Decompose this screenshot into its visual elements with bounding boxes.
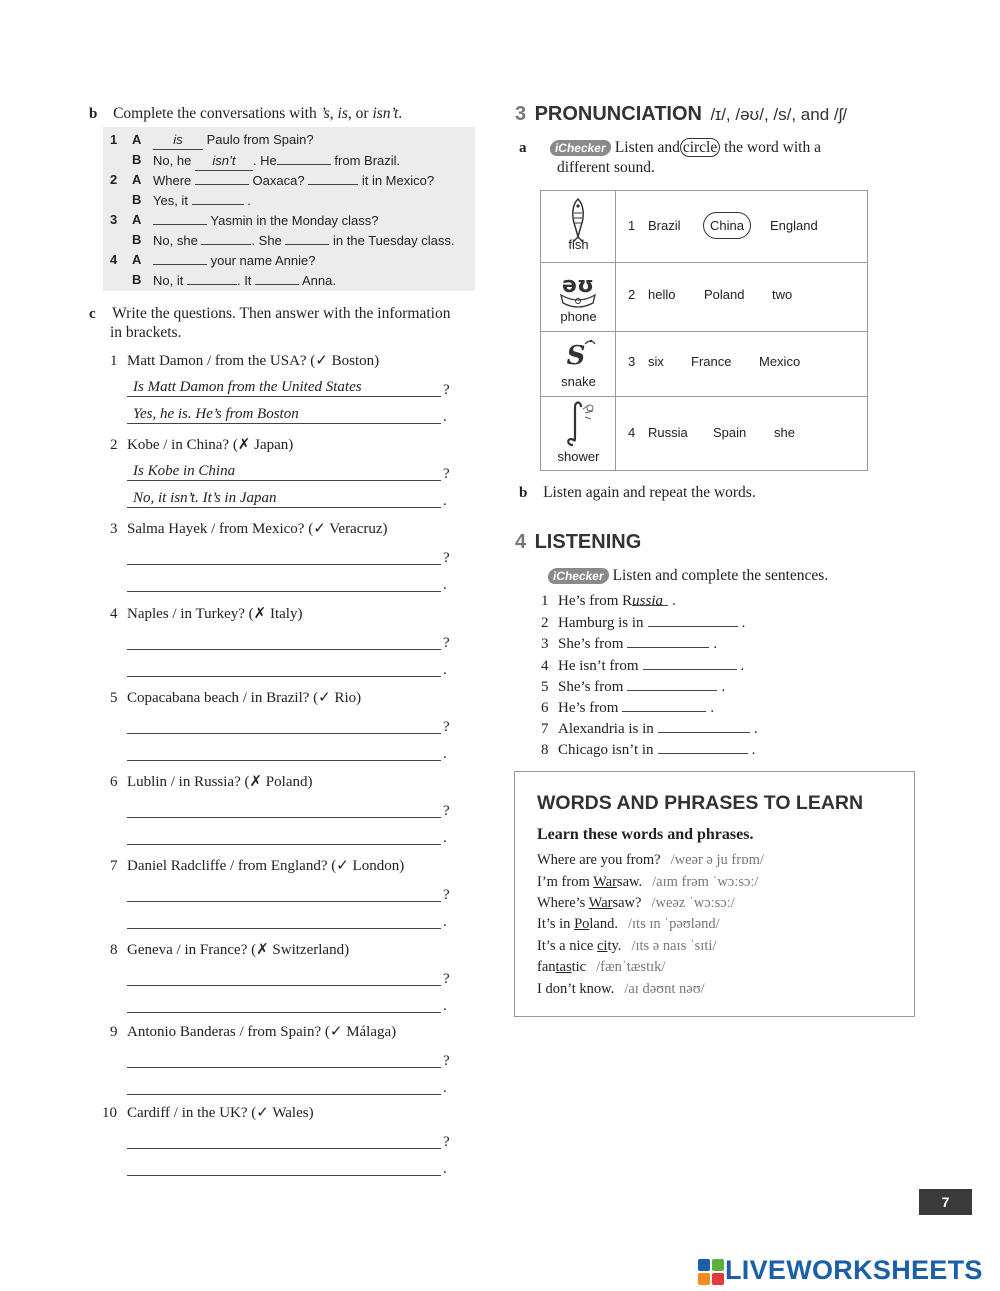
- phonetic: /ɪts ɪn ˈpəʊlənd/: [627, 916, 720, 932]
- line-text: it in Mexico?: [361, 173, 435, 188]
- separator: ,: [329, 105, 338, 122]
- listening-item: [541, 677, 725, 696]
- question-text: Daniel Radcliffe / from England? (✓ London): [127, 858, 405, 874]
- short-answer-line[interactable]: [127, 828, 441, 845]
- picture-cell: [541, 191, 616, 262]
- punctuation-mark: ?: [443, 1053, 450, 1069]
- answer-blank[interactable]: [648, 613, 738, 627]
- phone-icon: [541, 265, 616, 311]
- item-text: Alexandria is in: [558, 721, 654, 738]
- picture-label: shower: [557, 449, 600, 464]
- question-number: 10: [102, 1105, 117, 1121]
- question-prompt: [110, 689, 361, 707]
- phonetic: /aɪm frəm ˈwɔːsɔː/: [652, 874, 759, 890]
- question-answer-line[interactable]: [127, 885, 441, 902]
- snake-icon: [541, 334, 616, 376]
- instruction-text: Listen again and repeat the words.: [543, 484, 756, 501]
- punctuation-mark: .: [753, 721, 758, 738]
- circled-word: circle: [680, 138, 720, 157]
- answer-blank[interactable]: [658, 740, 748, 754]
- picture-cell: [541, 332, 616, 396]
- ichecker-badge[interactable]: iChecker: [547, 568, 610, 584]
- word-option[interactable]: hello: [648, 287, 676, 302]
- answer-blank[interactable]: [153, 251, 207, 265]
- answer-blank[interactable]: [627, 677, 717, 691]
- word-option[interactable]: Poland: [704, 287, 745, 302]
- question-text: Lublin / in Russia? (✗ Poland): [127, 774, 313, 790]
- word-option[interactable]: Brazil: [648, 218, 681, 233]
- phrase: It’s a nice: [537, 938, 597, 954]
- punctuation-mark: .: [443, 914, 447, 930]
- punctuation-mark: .: [443, 998, 447, 1014]
- line-text: No, she: [153, 233, 198, 248]
- answer-blank[interactable]: [277, 151, 331, 165]
- question-prompt: [110, 605, 302, 623]
- question-number: 9: [110, 1024, 118, 1040]
- speaker: B: [132, 152, 142, 167]
- speaker: A: [132, 252, 142, 267]
- line-text: Anna.: [301, 273, 336, 288]
- pronunciation-row: [541, 191, 867, 263]
- phrase: tic: [571, 959, 587, 975]
- picture-label: fish: [568, 237, 589, 252]
- line-text: Paulo from Spain?: [206, 132, 314, 147]
- phrase-line: [537, 981, 705, 998]
- answer-blank[interactable]: [153, 211, 207, 225]
- question-number: 1: [110, 353, 118, 369]
- word-option[interactable]: she: [774, 425, 795, 440]
- short-answer-line[interactable]: [127, 912, 441, 929]
- answer-blank[interactable]: [255, 271, 299, 285]
- stress-syllable: ci: [597, 938, 608, 954]
- phrase: ty.: [607, 938, 622, 954]
- short-answer-line[interactable]: [127, 996, 441, 1013]
- row-number: 4: [628, 425, 636, 440]
- item-text: He’s from: [558, 700, 619, 716]
- item-number: 3: [541, 636, 549, 653]
- instruction-text: different sound.: [557, 159, 655, 176]
- conversation-number: 2: [110, 172, 118, 187]
- question-answer-line[interactable]: [127, 1051, 441, 1068]
- short-answer-line[interactable]: [127, 1078, 441, 1095]
- listening-heading: [515, 531, 641, 554]
- pronunciation-row: [541, 397, 867, 470]
- page-number: 7: [919, 1189, 972, 1215]
- section-number: 4: [515, 531, 527, 553]
- question-text: Naples / in Turkey? (✗ Italy): [127, 606, 303, 622]
- section-title: LISTENING: [534, 531, 642, 553]
- phrase: It’s in: [537, 916, 575, 932]
- punctuation-mark: .: [741, 615, 746, 632]
- phonetic: /weəz ˈwɔːsɔː/: [651, 895, 735, 911]
- stress-syllable: War: [588, 895, 613, 911]
- pronunciation-row: [541, 263, 867, 332]
- ichecker-badge[interactable]: iChecker: [549, 140, 612, 156]
- question-number: 2: [110, 437, 118, 453]
- punctuation-mark: .: [443, 1161, 447, 1177]
- section-c-instruction: [89, 304, 450, 324]
- phrase: saw.: [616, 874, 643, 890]
- item-number: 8: [541, 742, 549, 759]
- phonetic: /ɪts ə naɪs ˈsɪti/: [631, 938, 717, 954]
- punctuation-mark: .: [443, 493, 447, 509]
- punctuation-mark: .: [443, 409, 447, 425]
- item-text: He isn’t from: [558, 657, 639, 674]
- speaker: B: [132, 192, 142, 207]
- question-prompt: [110, 773, 312, 791]
- item-number: 4: [541, 657, 549, 674]
- line-text: your name Annie?: [210, 253, 316, 268]
- item-number: 1: [541, 593, 549, 609]
- conversation-number: 4: [110, 252, 118, 267]
- answer-blank[interactable]: [622, 698, 706, 712]
- phrase-line: [537, 916, 720, 933]
- punctuation-mark: .: [672, 593, 676, 609]
- listening-item: [541, 592, 676, 610]
- box-title: WORDS AND PHRASES TO LEARN: [537, 792, 864, 814]
- question-prompt: [110, 352, 379, 370]
- picture-label: snake: [561, 374, 596, 389]
- pronunciation-a-instruction: [519, 138, 821, 158]
- punctuation-mark: .: [443, 830, 447, 846]
- phrase-line: [537, 852, 764, 869]
- question-answer-line[interactable]: Is Matt Damon from the United States: [127, 380, 441, 397]
- answer-blank[interactable]: [658, 719, 750, 733]
- punctuation-mark: .: [443, 577, 447, 593]
- words-phrases-box: [514, 771, 915, 1017]
- line-text: Where: [153, 173, 192, 188]
- answer-blank[interactable]: isn’t: [195, 152, 253, 171]
- stress-syllable: tas: [555, 959, 572, 975]
- word-option[interactable]: Russia: [648, 425, 688, 440]
- punctuation-mark: .: [713, 636, 718, 653]
- section-c-instruction-line2: [110, 323, 181, 343]
- phrase: Where’s: [537, 895, 589, 911]
- instruction-text: Listen and: [614, 139, 680, 156]
- section-number: 3: [515, 103, 527, 125]
- short-answer-line[interactable]: No, it isn’t. It’s in Japan: [127, 491, 441, 508]
- word-option[interactable]: Mexico: [759, 354, 801, 369]
- question-text: Matt Damon / from the USA? (✓ Boston): [127, 353, 380, 369]
- question-number: 5: [110, 690, 118, 706]
- line-text: Yes, it: [153, 193, 188, 208]
- question-text: Geneva / in France? (✗ Switzerland): [127, 942, 350, 958]
- phonetic: /fænˈtæstɪk/: [596, 959, 666, 975]
- question-answer-line[interactable]: [127, 969, 441, 986]
- separator: .: [398, 105, 403, 122]
- answer-blank[interactable]: [627, 634, 709, 648]
- answer-blank[interactable]: [201, 231, 251, 245]
- separator: , or: [347, 105, 373, 122]
- item-text: He’s from R: [558, 593, 633, 609]
- instruction-text: Complete the conversations with: [113, 105, 321, 122]
- item-number: 2: [541, 615, 549, 632]
- question-number: 7: [110, 858, 118, 874]
- instruction-text: Write the questions. Then answer with the information: [112, 305, 451, 322]
- punctuation-mark: ?: [443, 719, 450, 735]
- short-answer-line[interactable]: [127, 660, 441, 677]
- section-b-instruction: [89, 104, 402, 124]
- listening-item: [541, 634, 717, 653]
- word-option[interactable]: two: [772, 287, 793, 302]
- conversation-number: 1: [110, 132, 118, 147]
- line-text: Yasmin in the Monday class?: [210, 213, 379, 228]
- question-text: Cardiff / in the UK? (✓ Wales): [127, 1105, 314, 1121]
- phrase: saw?: [612, 895, 642, 911]
- item-number: 6: [541, 700, 549, 716]
- word-option[interactable]: England: [770, 218, 818, 233]
- listening-item: [541, 613, 745, 632]
- word-option-circled[interactable]: China: [703, 212, 751, 239]
- answer-blank[interactable]: [643, 656, 737, 670]
- question-number: 6: [110, 774, 118, 790]
- answer-blank[interactable]: [285, 231, 329, 245]
- svg-text:S: S: [566, 341, 586, 371]
- brand-name[interactable]: LIVEWORKSHEETS: [725, 1255, 983, 1285]
- phrase: fan: [537, 959, 556, 975]
- word-option[interactable]: Spain: [713, 425, 747, 440]
- short-answer-line[interactable]: Yes, he is. He’s from Boston: [127, 407, 441, 424]
- fish-icon: [541, 193, 616, 243]
- question-text: Antonio Banderas / from Spain? (✓ Málaga): [127, 1024, 397, 1040]
- row-number: 2: [628, 287, 636, 302]
- phrase-line: [537, 874, 758, 891]
- word-option[interactable]: France: [691, 354, 732, 369]
- punctuation-mark: .: [710, 700, 715, 716]
- question-prompt: [110, 857, 404, 875]
- phrase: I don’t know.: [537, 981, 615, 997]
- answer-blank[interactable]: [192, 191, 244, 205]
- speaker: A: [132, 132, 142, 147]
- answer-blank[interactable]: [195, 171, 249, 185]
- question-prompt: [110, 941, 349, 959]
- line-text: No, he: [153, 153, 192, 168]
- question-number: 3: [110, 521, 118, 537]
- pronunciation-heading: [515, 103, 847, 126]
- pronunciation-table: [540, 190, 868, 471]
- answer-blank[interactable]: [308, 171, 358, 185]
- question-prompt: [110, 520, 388, 538]
- conversation-number: 3: [110, 212, 118, 227]
- punctuation-mark: ?: [443, 466, 450, 482]
- punctuation-mark: .: [443, 746, 447, 762]
- pronunciation-b-instruction: [519, 483, 756, 503]
- question-number: 8: [110, 942, 118, 958]
- word-option[interactable]: six: [648, 354, 664, 369]
- question-prompt: [110, 436, 293, 454]
- phonetic: /weər ə ju frɒm/: [670, 852, 764, 868]
- phrase: I’m from: [537, 874, 594, 890]
- question-answer-line[interactable]: Is Kobe in China: [127, 464, 441, 481]
- short-answer-line[interactable]: [127, 1159, 441, 1176]
- listening-item: [541, 656, 744, 675]
- section-letter: a: [519, 140, 527, 156]
- short-answer-line[interactable]: [127, 575, 441, 592]
- question-text: Salma Hayek / from Mexico? (✓ Veracruz): [127, 521, 388, 537]
- punctuation-mark: ?: [443, 887, 450, 903]
- question-prompt: [110, 1023, 396, 1041]
- speaker: B: [132, 232, 142, 247]
- section-sounds: /ɪ/, /əʊ/, /s/, and /ʃ/: [710, 105, 848, 124]
- question-answer-line[interactable]: [127, 548, 441, 565]
- instruction-text: the word with a: [724, 139, 821, 156]
- question-number: 4: [110, 606, 118, 622]
- speaker: B: [132, 272, 142, 287]
- line-text: from Brazil.: [334, 153, 401, 168]
- speaker: A: [132, 172, 142, 187]
- punctuation-mark: ?: [443, 550, 450, 566]
- option: is: [337, 105, 348, 122]
- pronunciation-row: [541, 332, 867, 397]
- speaker: A: [132, 212, 142, 227]
- answer-blank[interactable]: [187, 271, 237, 285]
- phrase: land.: [589, 916, 618, 932]
- option: isn’t: [372, 105, 399, 122]
- row-number: 1: [628, 218, 636, 233]
- phrase-line: [537, 895, 735, 912]
- punctuation-mark: ?: [443, 803, 450, 819]
- instruction-text: Listen and complete the sentences.: [612, 567, 829, 584]
- line-text: .: [247, 193, 251, 208]
- section-letter: b: [89, 106, 98, 122]
- section-letter: c: [89, 306, 96, 322]
- item-number: 5: [541, 678, 549, 695]
- question-prompt: [102, 1104, 314, 1122]
- item-text: Hamburg is in: [558, 615, 644, 632]
- short-answer-line[interactable]: [127, 744, 441, 761]
- punctuation-mark: ?: [443, 382, 450, 398]
- item-number: 7: [541, 721, 549, 738]
- stress-syllable: Po: [574, 916, 590, 932]
- phrase: Where are you from?: [537, 852, 661, 868]
- svg-text:əʊ: əʊ: [562, 273, 594, 298]
- item-text: She’s from: [558, 678, 624, 695]
- punctuation-mark: .: [443, 662, 447, 678]
- item-text: She’s from: [558, 636, 624, 653]
- punctuation-mark: .: [740, 657, 745, 674]
- question-answer-line[interactable]: [127, 633, 441, 650]
- punctuation-mark: ?: [443, 1134, 450, 1150]
- question-answer-line[interactable]: [127, 1132, 441, 1149]
- line-text: in the Tuesday class.: [333, 233, 455, 248]
- row-number: 3: [628, 354, 636, 369]
- line-text: Oaxaca?: [252, 173, 305, 188]
- punctuation-mark: .: [751, 742, 756, 759]
- instruction-text: in brackets.: [110, 324, 182, 341]
- phrase-line: [537, 959, 665, 976]
- section-letter: b: [519, 485, 528, 501]
- answer-blank[interactable]: is: [153, 131, 203, 150]
- line-text: . She: [251, 233, 282, 248]
- stress-syllable: War: [593, 874, 617, 890]
- question-text: Kobe / in China? (✗ Japan): [127, 437, 294, 453]
- pronunciation-a-instruction-line2: [557, 158, 655, 178]
- listening-item: [541, 740, 755, 759]
- listening-instruction: [548, 566, 828, 586]
- punctuation-mark: ?: [443, 971, 450, 987]
- phonetic: /aɪ dəʊnt nəʊ/: [624, 981, 705, 997]
- question-text: Copacabana beach / in Brazil? (✓ Rio): [127, 690, 362, 706]
- listening-item: [541, 698, 714, 717]
- phrase-line: [537, 938, 716, 955]
- conversation-box: [103, 127, 475, 291]
- line-text: . It: [236, 273, 252, 288]
- line-text: No, it: [153, 273, 184, 288]
- option: ’s: [320, 105, 330, 122]
- section-title: PRONUNCIATION: [534, 103, 702, 125]
- box-subtitle: Learn these words and phrases.: [537, 826, 754, 843]
- picture-cell: [541, 263, 616, 331]
- question-answer-line[interactable]: [127, 801, 441, 818]
- picture-label: phone: [560, 309, 597, 324]
- picture-cell: [541, 397, 616, 470]
- listening-item: [541, 719, 758, 738]
- line-text: . He: [252, 153, 277, 168]
- punctuation-mark: .: [721, 678, 726, 695]
- punctuation-mark: ?: [443, 635, 450, 651]
- punctuation-mark: .: [443, 1080, 447, 1096]
- shower-icon: [541, 399, 616, 449]
- question-answer-line[interactable]: [127, 717, 441, 734]
- item-text: Chicago isn’t in: [558, 742, 654, 759]
- liveworksheets-logo-icon: [698, 1259, 724, 1285]
- answer-blank[interactable]: ussia: [632, 592, 668, 606]
